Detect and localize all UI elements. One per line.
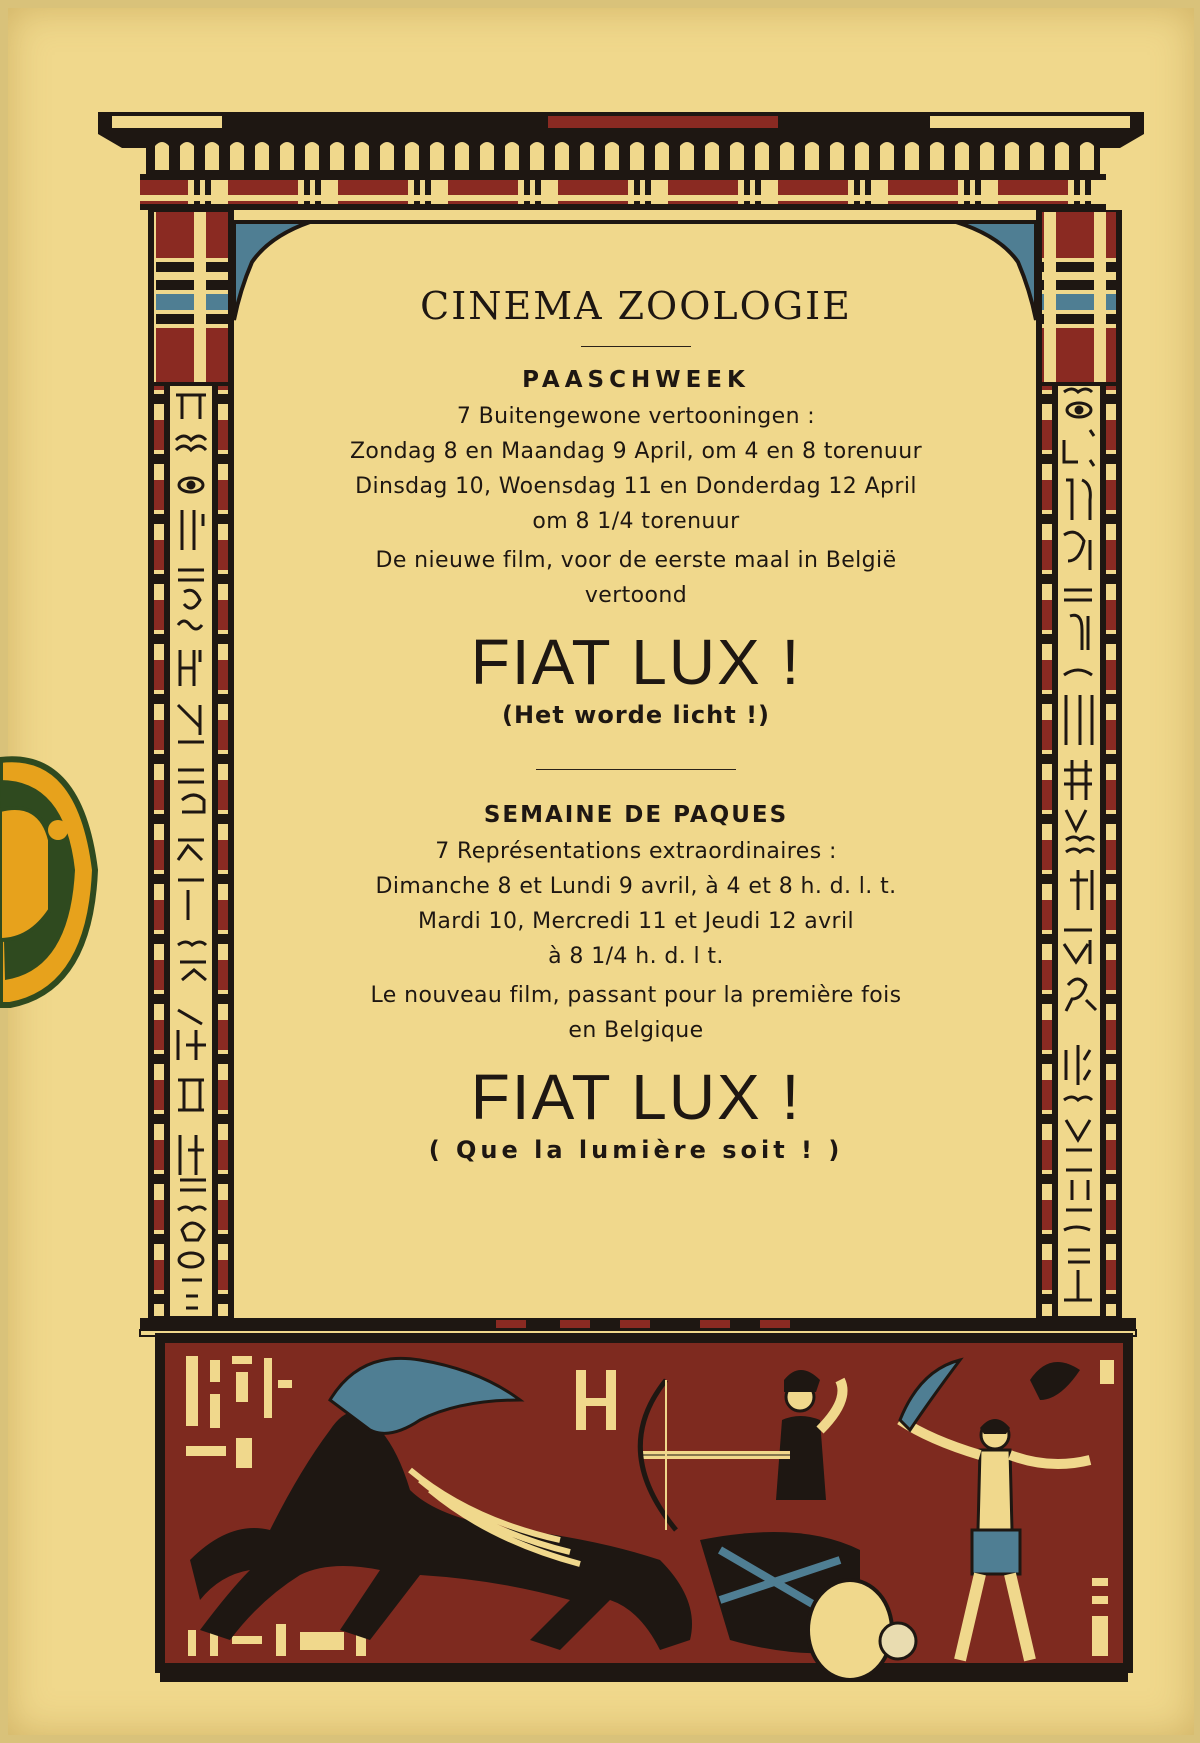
dutch-heading: PAASCHWEEK xyxy=(522,367,750,393)
dutch-film-subtitle: (Het worde licht !) xyxy=(502,701,770,729)
dutch-line: om 8 1/4 torenuur xyxy=(532,509,740,534)
language-divider xyxy=(536,769,736,770)
dutch-line: Dinsdag 10, Woensdag 11 en Donderdag 12 April xyxy=(355,474,917,499)
program-panel xyxy=(232,222,1040,1282)
venue-title: CINEMA ZOOLOGIE xyxy=(420,284,852,328)
french-film-subtitle: ( Que la lumière soit ! ) xyxy=(428,1136,844,1164)
french-heading: SEMAINE DE PAQUES xyxy=(483,802,789,828)
dutch-line: vertoond xyxy=(584,583,688,608)
dutch-line: De nieuwe film, voor de eerste maal in België xyxy=(375,548,897,573)
french-film-title: FIAT LUX ! xyxy=(470,1061,802,1133)
french-line: Dimanche 8 et Lundi 9 avril, à 4 et 8 h. d. l. t. xyxy=(375,874,897,899)
dentil-row xyxy=(146,140,1100,174)
dutch-line: Zondag 8 en Maandag 9 April, om 4 en 8 torenuur xyxy=(349,439,923,464)
french-line: en Belgique xyxy=(568,1018,704,1043)
dutch-film-title: FIAT LUX ! xyxy=(470,626,802,698)
left-column-capital xyxy=(154,212,228,382)
right-column-capital xyxy=(1042,212,1116,382)
french-line: Le nouveau film, passant pour la première fois xyxy=(370,983,902,1008)
green-seal-sticker xyxy=(0,740,100,1015)
french-line: 7 Représentations extraordinaires : xyxy=(435,839,837,864)
french-line: à 8 1/4 h. d. l t. xyxy=(548,944,724,969)
title-divider xyxy=(581,346,691,347)
french-line: Mardi 10, Mercredi 11 et Jeudi 12 avril xyxy=(417,909,855,934)
architrave-beam xyxy=(140,180,1106,204)
dutch-line: 7 Buitengewone vertooningen : xyxy=(456,404,816,429)
